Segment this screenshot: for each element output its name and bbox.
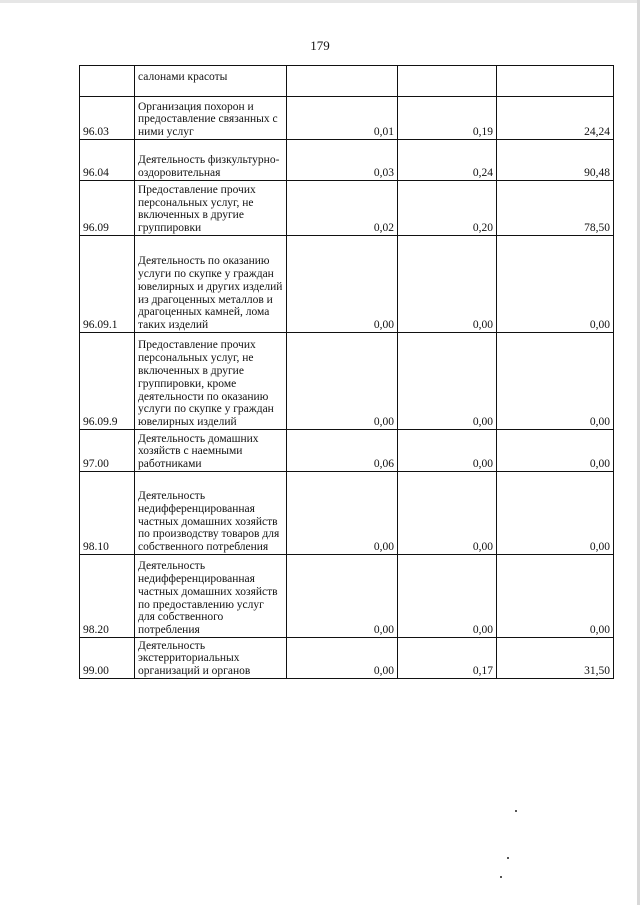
row-value-2: 0,24 bbox=[398, 140, 497, 181]
row-value-3 bbox=[497, 66, 614, 97]
row-code: 96.09.1 bbox=[80, 236, 135, 333]
table-row bbox=[80, 97, 614, 140]
row-name: Деятельность по оказанию услуги по скупке у граждан ювелирных и других изделий из драгоценных металлов и драгоценных камней, лома таких изделий bbox=[135, 236, 287, 333]
table-row bbox=[80, 333, 614, 430]
row-code: 98.10 bbox=[80, 472, 135, 555]
table-row bbox=[80, 236, 614, 333]
table-row bbox=[80, 140, 614, 181]
row-code: 96.03 bbox=[80, 97, 135, 140]
row-value-1: 0,02 bbox=[287, 181, 398, 236]
row-name: Деятельность недифференцированная частных домашних хозяйств по предоставлению услуг для собственного потребления bbox=[135, 555, 287, 638]
row-value-1: 0,00 bbox=[287, 472, 398, 555]
row-code: 98.20 bbox=[80, 555, 135, 638]
row-value-3: 0,00 bbox=[497, 333, 614, 430]
row-code: 96.09 bbox=[80, 181, 135, 236]
row-code: 99.00 bbox=[80, 638, 135, 679]
scan-top-edge bbox=[0, 0, 640, 3]
table-row bbox=[80, 181, 614, 236]
row-value-2: 0,00 bbox=[398, 555, 497, 638]
row-value-3: 0,00 bbox=[497, 236, 614, 333]
row-name: Деятельность физкультурно-оздоровительная bbox=[135, 140, 287, 181]
table-row bbox=[80, 430, 614, 472]
row-value-2: 0,00 bbox=[398, 430, 497, 472]
row-value-3: 0,00 bbox=[497, 555, 614, 638]
row-value-3: 24,24 bbox=[497, 97, 614, 140]
row-name: Предоставление прочих персональных услуг, не включенных в другие группировки bbox=[135, 181, 287, 236]
row-code: 96.04 bbox=[80, 140, 135, 181]
row-value-1: 0,00 bbox=[287, 333, 398, 430]
row-value-2 bbox=[398, 66, 497, 97]
row-value-2: 0,00 bbox=[398, 236, 497, 333]
row-name: Организация похорон и предоставление связанных с ними услуг bbox=[135, 97, 287, 140]
page-number: 179 bbox=[310, 38, 330, 53]
row-name: Деятельность недифференцированная частных домашних хозяйств по производству товаров для собственного потребления bbox=[135, 472, 287, 555]
data-table bbox=[79, 65, 614, 679]
row-value-3: 31,50 bbox=[497, 638, 614, 679]
row-value-3: 0,00 bbox=[497, 472, 614, 555]
row-code: 97.00 bbox=[80, 430, 135, 472]
row-value-1: 0,00 bbox=[287, 638, 398, 679]
row-value-3: 90,48 bbox=[497, 140, 614, 181]
scan-speck bbox=[500, 876, 502, 878]
table-row bbox=[80, 555, 614, 638]
row-value-2: 0,00 bbox=[398, 472, 497, 555]
table-row bbox=[80, 66, 614, 97]
row-name: Деятельность домашних хозяйств с наемными работниками bbox=[135, 430, 287, 472]
row-code: 96.09.9 bbox=[80, 333, 135, 430]
row-code bbox=[80, 66, 135, 97]
scan-speck bbox=[507, 857, 509, 859]
row-value-1: 0,00 bbox=[287, 236, 398, 333]
row-value-1: 0,01 bbox=[287, 97, 398, 140]
row-value-1: 0,06 bbox=[287, 430, 398, 472]
row-value-2: 0,19 bbox=[398, 97, 497, 140]
row-value-1: 0,00 bbox=[287, 555, 398, 638]
row-value-2: 0,20 bbox=[398, 181, 497, 236]
row-value-1: 0,03 bbox=[287, 140, 398, 181]
table-row bbox=[80, 638, 614, 679]
row-value-3: 78,50 bbox=[497, 181, 614, 236]
row-value-1 bbox=[287, 66, 398, 97]
row-name: Предоставление прочих персональных услуг, не включенных в другие группировки, кроме деятельности по оказанию услуги по скупке у граждан ювелирных изделий bbox=[135, 333, 287, 430]
row-value-2: 0,00 bbox=[398, 333, 497, 430]
row-value-2: 0,17 bbox=[398, 638, 497, 679]
row-value-3: 0,00 bbox=[497, 430, 614, 472]
row-name: салонами красоты bbox=[135, 66, 287, 97]
scan-speck bbox=[515, 810, 517, 812]
row-name: Деятельность экстерриториальных организаций и органов bbox=[135, 638, 287, 679]
table-row bbox=[80, 472, 614, 555]
